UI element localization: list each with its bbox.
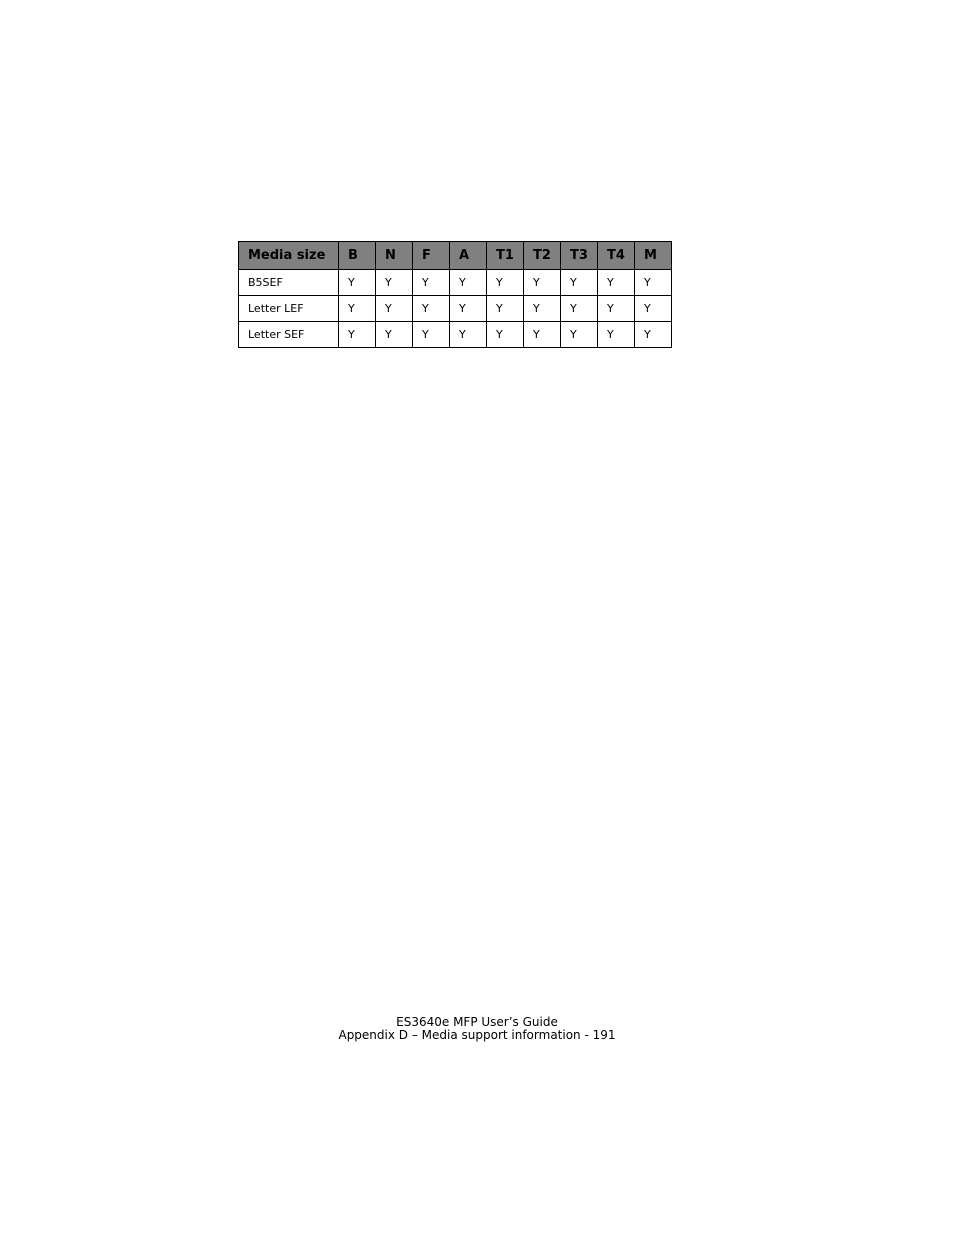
- table-cell: Y: [339, 270, 376, 296]
- table-cell: Y: [635, 322, 672, 348]
- footer-page-info: Appendix D – Media support information - 191: [338, 1028, 616, 1042]
- header-cell: T1: [487, 242, 524, 270]
- table-cell: Y: [635, 296, 672, 322]
- table-cell: Y: [339, 296, 376, 322]
- table-cell: Letter LEF: [239, 296, 339, 322]
- table-header-row: [239, 242, 672, 270]
- table-cell: Y: [487, 296, 524, 322]
- header-cell: F: [413, 242, 450, 270]
- table-cell: Y: [487, 270, 524, 296]
- table-cell: Y: [598, 296, 635, 322]
- table-cell: Y: [598, 322, 635, 348]
- table-cell: Y: [487, 322, 524, 348]
- table-cell: Y: [450, 296, 487, 322]
- table-cell: Y: [635, 270, 672, 296]
- table-cell: Y: [339, 322, 376, 348]
- table-cell: B5SEF: [239, 270, 339, 296]
- header-cell: A: [450, 242, 487, 270]
- header-cell: Media size: [239, 242, 339, 270]
- table-row: [239, 322, 672, 348]
- footer-guide-title: ES3640e MFP User’s Guide: [396, 1015, 558, 1029]
- table-cell: Y: [561, 270, 598, 296]
- header-cell: M: [635, 242, 672, 270]
- table-cell: Y: [376, 322, 413, 348]
- table-cell: Y: [450, 322, 487, 348]
- table-cell: Y: [376, 270, 413, 296]
- table-cell: Y: [598, 270, 635, 296]
- table-cell: Y: [561, 296, 598, 322]
- table-cell: Y: [524, 322, 561, 348]
- table-cell: Y: [413, 270, 450, 296]
- table-cell: Y: [524, 296, 561, 322]
- table-row: [239, 296, 672, 322]
- table-cell: Y: [450, 270, 487, 296]
- table-cell: Y: [413, 322, 450, 348]
- table-cell: Y: [413, 296, 450, 322]
- header-cell: N: [376, 242, 413, 270]
- table-row: [239, 270, 672, 296]
- table-cell: Y: [561, 322, 598, 348]
- table-cell: Letter SEF: [239, 322, 339, 348]
- table-cell: Y: [524, 270, 561, 296]
- table-cell: Y: [376, 296, 413, 322]
- header-cell: T3: [561, 242, 598, 270]
- header-cell: B: [339, 242, 376, 270]
- header-cell: T2: [524, 242, 561, 270]
- media-support-table: [238, 241, 672, 348]
- header-cell: T4: [598, 242, 635, 270]
